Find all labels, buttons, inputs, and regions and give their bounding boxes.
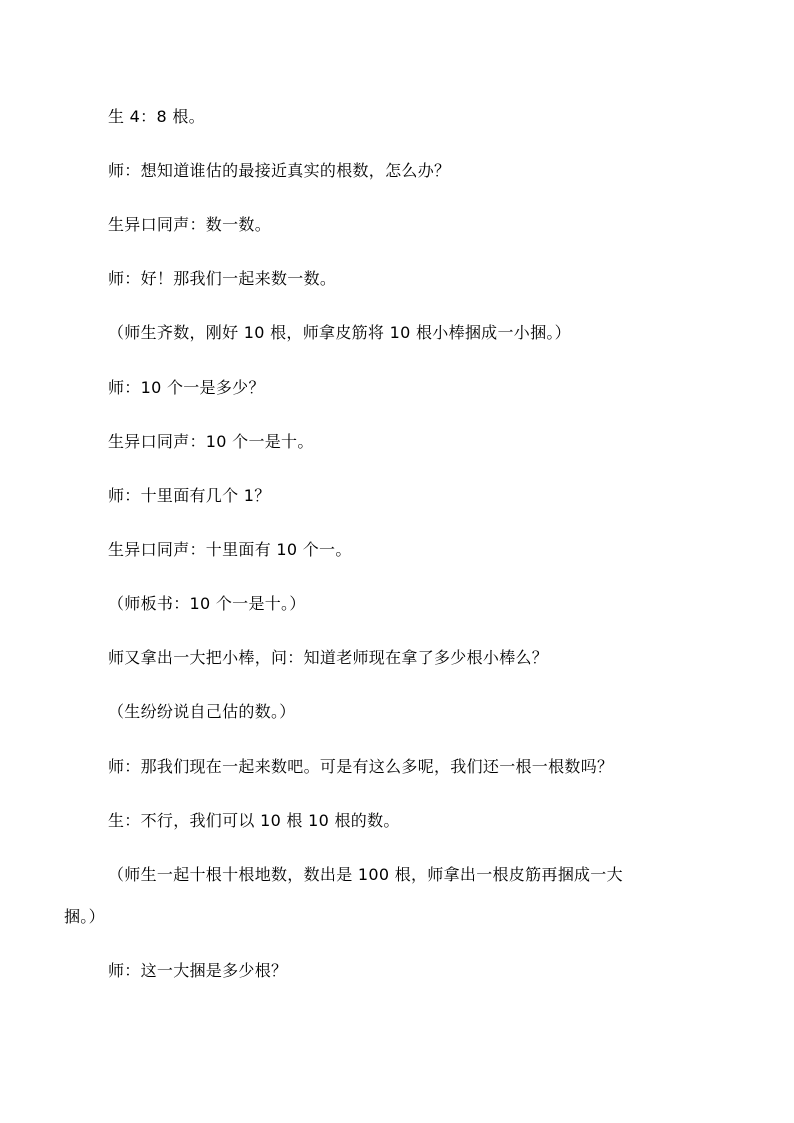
paragraph-teacher-lets-count: 师：好！那我们一起来数一数。 bbox=[108, 269, 337, 288]
paragraph-students-ten: 生异口同声：10 个一是十。 bbox=[108, 432, 314, 451]
paragraph-board-writing: （师板书：10 个一是十。） bbox=[108, 594, 306, 613]
paragraph-students-ten-ones: 生异口同声：十里面有 10 个一。 bbox=[108, 540, 352, 559]
paragraph-stage-direction-hundred: （师生一起十根十根地数，数出是 100 根，师拿出一根皮筋再捆成一大 bbox=[108, 865, 623, 884]
paragraph-teacher-big-bundle: 师：这一大捆是多少根？ bbox=[108, 961, 288, 980]
paragraph-teacher-count-together: 师：那我们现在一起来数吧。可是有这么多呢，我们还一根一根数吗？ bbox=[108, 757, 614, 776]
paragraph-stage-direction-hundred-cont: 捆。） bbox=[64, 907, 105, 926]
paragraph-teacher-how-many-ones: 师：十里面有几个 1？ bbox=[108, 486, 271, 505]
paragraph-students-estimates: （生纷纷说自己估的数。） bbox=[108, 702, 296, 721]
paragraph-students-count: 生异口同声：数一数。 bbox=[108, 215, 272, 234]
paragraph-student-count-by-tens: 生：不行，我们可以 10 根 10 根的数。 bbox=[108, 811, 400, 830]
paragraph-student4-answer: 生 4：8 根。 bbox=[108, 107, 205, 126]
paragraph-stage-direction-bundle: （师生齐数，刚好 10 根，师拿皮筋将 10 根小棒捆成一小捆。） bbox=[108, 323, 571, 342]
paragraph-teacher-ten-ones: 师：10 个一是多少？ bbox=[108, 378, 265, 397]
paragraph-teacher-big-handful: 师又拿出一大把小棒，问：知道老师现在拿了多少根小棒么？ bbox=[108, 648, 549, 667]
paragraph-teacher-question: 师：想知道谁估的最接近真实的根数，怎么办？ bbox=[108, 161, 451, 180]
